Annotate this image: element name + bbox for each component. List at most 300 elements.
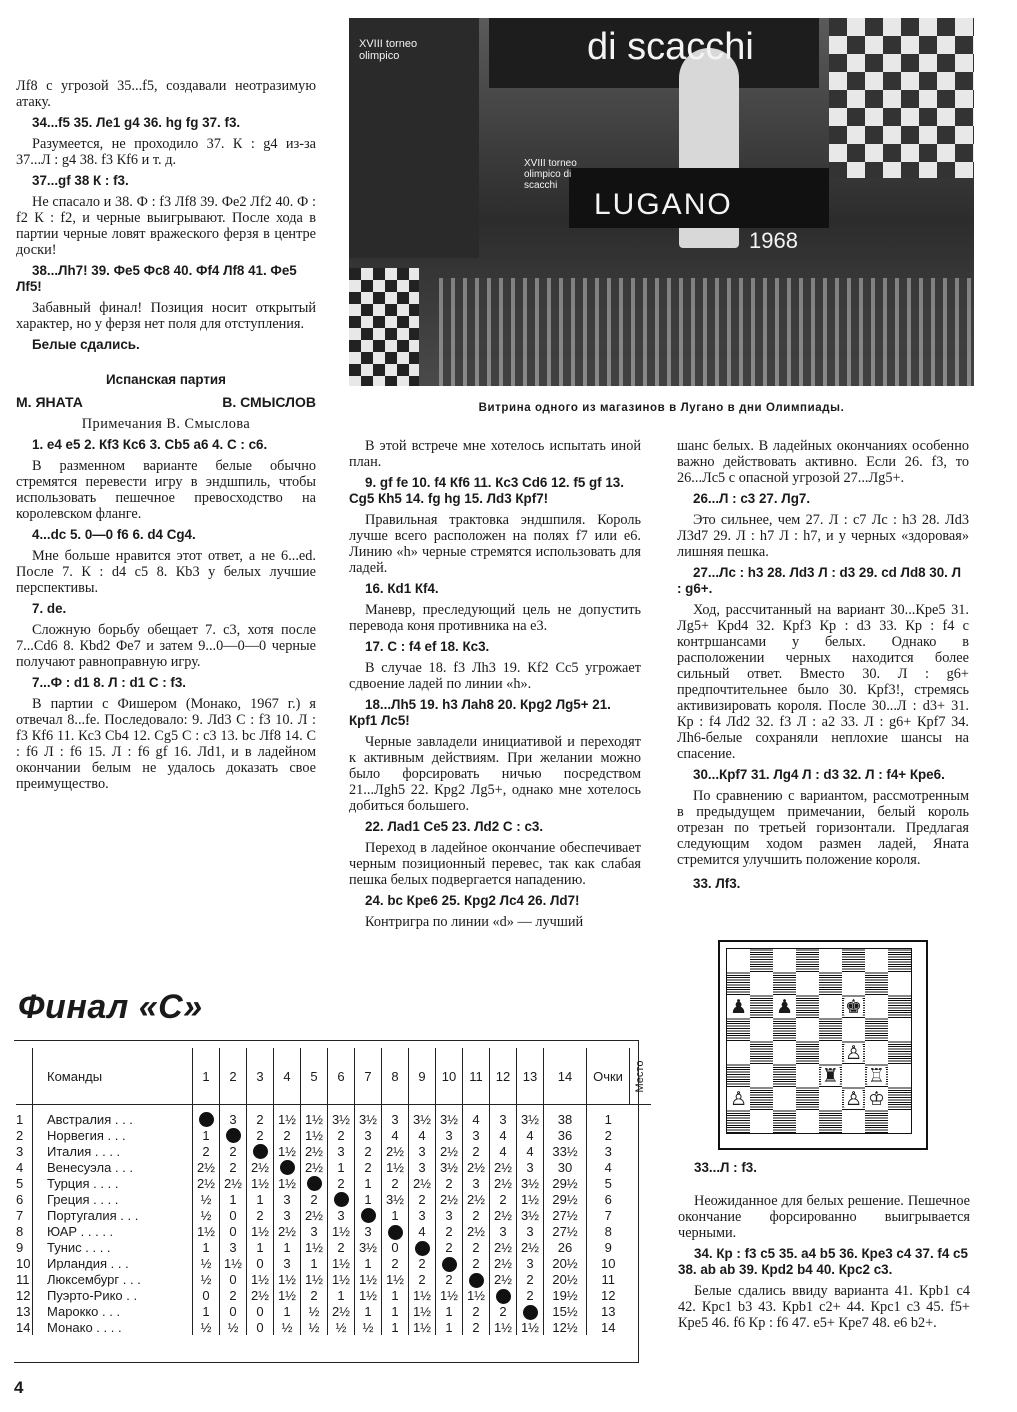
row-number: 10 bbox=[16, 1256, 31, 1272]
result-cell: 2½ bbox=[490, 1207, 517, 1223]
move-line: 33...Л : f3. bbox=[694, 1160, 757, 1175]
result-cell: 3½ bbox=[355, 1240, 382, 1256]
result-cell: 3½ bbox=[355, 1105, 382, 1128]
result-cell: 2 bbox=[490, 1304, 517, 1320]
team-score: 12½ bbox=[544, 1320, 587, 1335]
photo-sign: di scacchi bbox=[587, 26, 754, 68]
result-cell: 2½ bbox=[436, 1143, 463, 1159]
header-col: 5 bbox=[301, 1048, 328, 1105]
board-square bbox=[750, 1041, 773, 1064]
table-row bbox=[16, 1175, 651, 1191]
move-line: 33. Лf3. bbox=[693, 876, 741, 891]
result-cell: 2 bbox=[301, 1288, 328, 1304]
result-cell: ½ bbox=[193, 1256, 220, 1272]
team-score: 15½ bbox=[544, 1304, 587, 1320]
chess-piece: ♙ bbox=[729, 1087, 748, 1110]
board-square bbox=[819, 972, 842, 995]
team-place: 7 bbox=[587, 1207, 630, 1223]
result-cell: 3 bbox=[436, 1127, 463, 1143]
header-col: 3 bbox=[247, 1048, 274, 1105]
result-cell: 1½ bbox=[490, 1320, 517, 1335]
result-cell: 1 bbox=[301, 1256, 328, 1272]
result-cell: 3 bbox=[517, 1159, 544, 1175]
result-cell: 3 bbox=[490, 1223, 517, 1239]
result-cell: 1½ bbox=[274, 1288, 301, 1304]
team-score: 38 bbox=[544, 1105, 587, 1128]
result-cell: 3 bbox=[355, 1223, 382, 1239]
result-cell: 1½ bbox=[193, 1223, 220, 1239]
paragraph: Переход в ладейное окончание обеспечивает черным позиционный перевес, так как слабая пешка белых подвергается нападению. bbox=[349, 840, 641, 888]
result-cell: 2 bbox=[463, 1143, 490, 1159]
result-cell: 3 bbox=[436, 1207, 463, 1223]
result-cell: 2 bbox=[220, 1143, 247, 1159]
result-cell: 1½ bbox=[274, 1272, 301, 1288]
table-row bbox=[16, 1207, 651, 1223]
board-square bbox=[842, 1041, 865, 1064]
board-square bbox=[750, 1110, 773, 1133]
result-cell: 2 bbox=[382, 1175, 409, 1191]
result-cell: 1½ bbox=[328, 1256, 355, 1272]
result-cell: 0 bbox=[220, 1272, 247, 1288]
paragraph: Не спасало и 38. Ф : f3 Лf8 39. Фe2 Лf2 40. Ф : f2 К : f2, и черные выигрывают. После хода в партии черные ловят вражеского ферзя в центре доски! bbox=[16, 194, 316, 258]
result-cell: 2½ bbox=[220, 1175, 247, 1191]
header-blank bbox=[16, 1048, 33, 1105]
move-line: 16. Кd1 Кf4. bbox=[365, 581, 439, 596]
header-teams: Команды bbox=[33, 1048, 193, 1105]
board-square bbox=[727, 1087, 750, 1110]
result-cell: 1 bbox=[274, 1240, 301, 1256]
self-play-dot bbox=[253, 1144, 268, 1159]
team-name: Турция . . . . bbox=[33, 1175, 193, 1191]
result-cell: 4 bbox=[409, 1127, 436, 1143]
result-cell: 3 bbox=[301, 1223, 328, 1239]
header-col: 13 bbox=[517, 1048, 544, 1105]
result-cell: 3 bbox=[409, 1143, 436, 1159]
board-square bbox=[819, 1041, 842, 1064]
chess-piece: ♖ bbox=[867, 1064, 886, 1087]
result-cell: 1 bbox=[382, 1304, 409, 1320]
result-cell: 2 bbox=[355, 1159, 382, 1175]
row-number: 8 bbox=[16, 1223, 24, 1239]
result-cell: 1½ bbox=[355, 1272, 382, 1288]
move-line: 1. e4 e5 2. Кf3 Кc6 3. Сb5 a6 4. С : c6. bbox=[32, 437, 268, 452]
paragraph: Разумеется, не проходило 37. К : g4 из-за 37...Л : g4 38. f3 Кf6 и т. д. bbox=[16, 136, 316, 168]
result-cell bbox=[193, 1105, 220, 1128]
result-cell: 3½ bbox=[409, 1105, 436, 1128]
result-cell: 1 bbox=[328, 1288, 355, 1304]
move-line: 7. de. bbox=[32, 601, 67, 616]
result-cell: 4 bbox=[517, 1143, 544, 1159]
result-cell: 3½ bbox=[328, 1105, 355, 1128]
paragraph: Мне больше нравится этот ответ, а не 6...ed. После 7. К : d4 c5 8. Кb3 у белых лучшие перспективы. bbox=[16, 548, 316, 596]
paragraph: По сравнению с вариантом, рассмотренным в предыдущем примечании, белый король отрезан по третьей горизонтали. Предлагая следующим ходом размен ладей, Яната стремится улучшить положение короля. bbox=[677, 788, 969, 868]
board-square bbox=[888, 1064, 911, 1087]
result-cell bbox=[463, 1272, 490, 1288]
board-square bbox=[888, 1110, 911, 1133]
result-cell: 2 bbox=[517, 1272, 544, 1288]
result-cell: 4 bbox=[382, 1127, 409, 1143]
team-score: 27½ bbox=[544, 1223, 587, 1239]
result-cell: 1½ bbox=[247, 1223, 274, 1239]
board-square bbox=[865, 995, 888, 1018]
board-square bbox=[842, 1087, 865, 1110]
result-cell: 1 bbox=[355, 1191, 382, 1207]
chess-diagram bbox=[718, 940, 928, 1150]
table-row bbox=[16, 1288, 651, 1304]
result-cell: 2½ bbox=[463, 1191, 490, 1207]
result-cell bbox=[247, 1143, 274, 1159]
paragraph: Забавный финал! Позиция носит открытый характер, но у ферзя нет поля для отступления. bbox=[16, 300, 316, 332]
result-cell: 3½ bbox=[436, 1105, 463, 1128]
header-col: 6 bbox=[328, 1048, 355, 1105]
self-play-dot bbox=[226, 1128, 241, 1143]
result-cell: 2 bbox=[328, 1175, 355, 1191]
result-cell: 2 bbox=[328, 1127, 355, 1143]
photo-caption: Витрина одного из магазинов в Лугано в дни Олимпиады. bbox=[478, 402, 845, 414]
table-header-row bbox=[16, 1048, 651, 1105]
self-play-dot bbox=[334, 1192, 349, 1207]
result-cell: 3 bbox=[463, 1127, 490, 1143]
self-play-dot bbox=[388, 1225, 403, 1240]
result-cell: 1 bbox=[436, 1320, 463, 1335]
chess-piece: ♟ bbox=[775, 995, 794, 1018]
board-square bbox=[796, 1018, 819, 1041]
result-cell bbox=[490, 1288, 517, 1304]
result-cell: ½ bbox=[193, 1207, 220, 1223]
result-cell: 3½ bbox=[517, 1105, 544, 1128]
team-name: Греция . . . . bbox=[33, 1191, 193, 1207]
team-place: 4 bbox=[587, 1159, 630, 1175]
self-play-dot bbox=[469, 1273, 484, 1288]
board-square bbox=[773, 949, 796, 972]
team-place: 9 bbox=[587, 1240, 630, 1256]
result-cell: 1½ bbox=[436, 1288, 463, 1304]
result-cell: 2½ bbox=[328, 1304, 355, 1320]
header-col: 8 bbox=[382, 1048, 409, 1105]
result-cell: ½ bbox=[355, 1320, 382, 1335]
result-cell: ½ bbox=[301, 1304, 328, 1320]
team-name: Пуэрто-Рико . . bbox=[33, 1288, 193, 1304]
board-square bbox=[888, 949, 911, 972]
result-cell bbox=[382, 1223, 409, 1239]
result-cell: 1 bbox=[355, 1175, 382, 1191]
result-cell: 1½ bbox=[301, 1240, 328, 1256]
section-title: Финал «С» bbox=[18, 988, 203, 1026]
paragraph: Маневр, преследующий цель не допустить перевода коня противника на e3. bbox=[349, 602, 641, 634]
paragraph: В партии с Фишером (Монако, 1967 г.) я отвечал 8...fe. Последовало: 9. Лd3 С : f3 10. Л : f3 Кf6 11. Кc3 Сb4 12. Сg5 С : c3 13. bc Лf8 14. С : f6 Л : f6 15. Л : f6 gf 16. Лd1, и в ладейном окончании белым не удалось доказать свое преимущество. bbox=[16, 696, 316, 792]
board-square bbox=[865, 1041, 888, 1064]
result-cell: ½ bbox=[220, 1320, 247, 1335]
result-cell: ½ bbox=[328, 1320, 355, 1335]
self-play-dot bbox=[442, 1257, 457, 1272]
table-row bbox=[16, 1143, 651, 1159]
chess-piece: ♔ bbox=[867, 1087, 886, 1110]
board-square bbox=[727, 995, 750, 1018]
board-square bbox=[865, 1064, 888, 1087]
result-cell: 3½ bbox=[436, 1159, 463, 1175]
result-cell: 3 bbox=[463, 1175, 490, 1191]
chess-piece: ♚ bbox=[844, 995, 863, 1018]
self-play-dot bbox=[199, 1112, 214, 1127]
table-row bbox=[16, 1223, 651, 1239]
result-cell bbox=[301, 1175, 328, 1191]
paragraph: В этой встрече мне хотелось испытать иной план. bbox=[349, 438, 641, 470]
board-square bbox=[796, 1064, 819, 1087]
team-place: 2 bbox=[587, 1127, 630, 1143]
result-cell: 2 bbox=[436, 1240, 463, 1256]
team-score: 33½ bbox=[544, 1143, 587, 1159]
result-cell: 3½ bbox=[382, 1191, 409, 1207]
board-square bbox=[750, 949, 773, 972]
result-cell: 1½ bbox=[409, 1304, 436, 1320]
table-row bbox=[16, 1159, 651, 1175]
team-score: 20½ bbox=[544, 1272, 587, 1288]
chess-piece: ♜ bbox=[821, 1064, 840, 1087]
players-line bbox=[16, 394, 316, 410]
team-name: Люксембург . . . bbox=[33, 1272, 193, 1288]
result-cell: 2 bbox=[247, 1105, 274, 1128]
result-cell: ½ bbox=[301, 1320, 328, 1335]
header-col: 9 bbox=[409, 1048, 436, 1105]
result-cell: 2 bbox=[436, 1272, 463, 1288]
board-square bbox=[750, 1018, 773, 1041]
board-square bbox=[796, 1041, 819, 1064]
board-square bbox=[819, 1064, 842, 1087]
move-line: 24. bc Крe6 25. Крg2 Лc4 26. Лd7! bbox=[365, 893, 580, 908]
result-cell: ½ bbox=[274, 1320, 301, 1335]
result-cell: 2 bbox=[409, 1191, 436, 1207]
result-cell: 0 bbox=[247, 1256, 274, 1272]
result-cell: 3 bbox=[409, 1159, 436, 1175]
team-name: Италия . . . . bbox=[33, 1143, 193, 1159]
result-cell: 2 bbox=[463, 1256, 490, 1272]
team-score: 29½ bbox=[544, 1175, 587, 1191]
board-square bbox=[750, 1064, 773, 1087]
result-cell: 2½ bbox=[382, 1143, 409, 1159]
header-col: 7 bbox=[355, 1048, 382, 1105]
photo-sign: 1968 bbox=[749, 228, 798, 253]
header-place: Место bbox=[630, 1048, 652, 1105]
result-cell: 2½ bbox=[463, 1223, 490, 1239]
result-cell: 2 bbox=[382, 1256, 409, 1272]
row-number: 6 bbox=[16, 1191, 24, 1207]
result-cell: 4 bbox=[409, 1223, 436, 1239]
board-square bbox=[865, 1018, 888, 1041]
move-line: 34...f5 35. Лe1 g4 36. hg fg 37. f3. bbox=[32, 115, 241, 130]
self-play-dot bbox=[523, 1305, 538, 1320]
move-line: 4...dc 5. 0—0 f6 6. d4 Сg4. bbox=[32, 527, 196, 542]
result-cell: 1½ bbox=[247, 1175, 274, 1191]
result-cell: 2½ bbox=[490, 1240, 517, 1256]
team-place: 6 bbox=[587, 1191, 630, 1207]
board-square bbox=[750, 972, 773, 995]
board-square bbox=[773, 972, 796, 995]
team-name: Ирландия . . . bbox=[33, 1256, 193, 1272]
board-square bbox=[727, 1018, 750, 1041]
board-square bbox=[819, 1018, 842, 1041]
board-square bbox=[773, 1064, 796, 1087]
row-number: 14 bbox=[16, 1319, 31, 1335]
annotator-line: Примечания В. Смыслова bbox=[81, 416, 251, 432]
header-score: Очки bbox=[587, 1048, 630, 1105]
header-col: 12 bbox=[490, 1048, 517, 1105]
result-cell: 1½ bbox=[301, 1127, 328, 1143]
result-cell bbox=[409, 1240, 436, 1256]
result-cell: 2½ bbox=[490, 1159, 517, 1175]
team-score: 30 bbox=[544, 1159, 587, 1175]
row-number: 13 bbox=[16, 1304, 31, 1320]
result-cell: 3 bbox=[274, 1256, 301, 1272]
result-cell: 1½ bbox=[355, 1288, 382, 1304]
result-cell: 3 bbox=[355, 1127, 382, 1143]
article-column-1 bbox=[16, 78, 316, 797]
board-square bbox=[888, 1041, 911, 1064]
result-cell: 1 bbox=[382, 1320, 409, 1335]
result-cell: 3½ bbox=[517, 1175, 544, 1191]
photo-sign: XVIII torneo olimpico di scacchi bbox=[524, 158, 577, 191]
move-line: 30...Крf7 31. Лg4 Л : d3 32. Л : f4+ Крe6. bbox=[693, 767, 945, 782]
team-place: 5 bbox=[587, 1175, 630, 1191]
result-cell bbox=[436, 1256, 463, 1272]
result-cell: 1½ bbox=[517, 1191, 544, 1207]
result-cell: 4 bbox=[490, 1127, 517, 1143]
move-line: 17. С : f4 ef 18. Кc3. bbox=[365, 639, 490, 654]
team-place: 3 bbox=[587, 1143, 630, 1159]
result-cell: 2 bbox=[409, 1272, 436, 1288]
board-square bbox=[842, 949, 865, 972]
row-number: 3 bbox=[16, 1143, 24, 1159]
result-cell: 0 bbox=[220, 1304, 247, 1320]
result-cell: 2 bbox=[517, 1288, 544, 1304]
result-cell: 1½ bbox=[274, 1175, 301, 1191]
paragraph: Лf8 с угрозой 35...f5, создавали неотразимую атаку. bbox=[16, 78, 316, 110]
board-square bbox=[796, 972, 819, 995]
table-row bbox=[16, 1127, 651, 1143]
result-cell: 2½ bbox=[490, 1175, 517, 1191]
result-cell: 4 bbox=[463, 1105, 490, 1128]
paragraph: Сложную борьбу обещает 7. c3, хотя после 7...Сd6 8. Кbd2 Фe7 и затем 9...0—0—0 черные получают равноправную игру. bbox=[16, 622, 316, 670]
board-square bbox=[888, 1018, 911, 1041]
result-cell: 1½ bbox=[220, 1256, 247, 1272]
team-name: Марокко . . . bbox=[33, 1304, 193, 1320]
header-col: 1 bbox=[193, 1048, 220, 1105]
result-cell: 1½ bbox=[382, 1159, 409, 1175]
team-place: 8 bbox=[587, 1223, 630, 1239]
result-cell bbox=[328, 1191, 355, 1207]
article-column-2 bbox=[349, 438, 641, 935]
table-row bbox=[16, 1272, 651, 1288]
chess-piece: ♙ bbox=[844, 1041, 863, 1064]
result-cell: 0 bbox=[247, 1320, 274, 1335]
row-number: 9 bbox=[16, 1240, 24, 1256]
chess-piece: ♟ bbox=[729, 995, 748, 1018]
paragraph: Правильная трактовка эндшпиля. Король лучше всего расположен на полях f7 или e6. Линию «h» черные стремятся использовать для ладей. bbox=[349, 512, 641, 576]
team-place: 13 bbox=[587, 1304, 630, 1320]
result-cell: 2½ bbox=[490, 1256, 517, 1272]
header-col: 11 bbox=[463, 1048, 490, 1105]
board-square bbox=[865, 972, 888, 995]
result-cell: 2 bbox=[220, 1288, 247, 1304]
move-line: 7...Ф : d1 8. Л : d1 С : f3. bbox=[32, 675, 187, 690]
photo-sign: LUGANO bbox=[594, 188, 733, 221]
result-cell: 2 bbox=[193, 1143, 220, 1159]
paragraph: Неожиданное для белых решение. Пешечное окончание форсированно выигрывается черными. bbox=[678, 1193, 970, 1241]
team-name: Португалия . . . bbox=[33, 1207, 193, 1223]
team-score: 36 bbox=[544, 1127, 587, 1143]
result-cell: 1 bbox=[220, 1191, 247, 1207]
team-score: 26 bbox=[544, 1240, 587, 1256]
board-square bbox=[773, 1018, 796, 1041]
photo-sign: XVIII torneo olimpico bbox=[359, 38, 418, 62]
table-row bbox=[16, 1320, 651, 1335]
board-square bbox=[842, 972, 865, 995]
result-cell: 2½ bbox=[193, 1159, 220, 1175]
board-square bbox=[865, 949, 888, 972]
result-cell: 1½ bbox=[247, 1272, 274, 1288]
board-square bbox=[865, 1087, 888, 1110]
team-place: 14 bbox=[587, 1320, 630, 1335]
paragraph: Белые сдались ввиду варианта 41. Крb1 c4 42. Крc1 b3 43. Крb1 c2+ 44. Крc1 c3 45. f5+ Крe5 46. f6 Кр : f6 47. e5+ Крe7 48. e6 b2+. bbox=[678, 1283, 970, 1331]
board-square bbox=[819, 995, 842, 1018]
team-score: 29½ bbox=[544, 1191, 587, 1207]
board-square bbox=[865, 1110, 888, 1133]
board-square bbox=[888, 972, 911, 995]
board-square bbox=[819, 1110, 842, 1133]
result-cell: 2½ bbox=[463, 1159, 490, 1175]
result-cell: 3½ bbox=[517, 1207, 544, 1223]
self-play-dot bbox=[496, 1289, 511, 1304]
row-number: 5 bbox=[16, 1175, 24, 1191]
result-cell: 0 bbox=[193, 1288, 220, 1304]
result-cell: 1½ bbox=[328, 1272, 355, 1288]
team-place: 12 bbox=[587, 1288, 630, 1304]
result-cell: 2 bbox=[436, 1223, 463, 1239]
move-line: 27...Лc : h3 28. Лd3 Л : d3 29. cd Лd8 30. Л : g6+. bbox=[677, 565, 962, 596]
self-play-dot bbox=[361, 1208, 376, 1223]
team-name: Тунис . . . . bbox=[33, 1240, 193, 1256]
result-cell: 1 bbox=[247, 1191, 274, 1207]
result-cell: 2½ bbox=[274, 1223, 301, 1239]
header-col: 14 bbox=[544, 1048, 587, 1105]
result-cell: 3 bbox=[328, 1207, 355, 1223]
result-cell: 1½ bbox=[274, 1143, 301, 1159]
paragraph: Ход, рассчитанный на вариант 30...Крe5 31. Лg5+ Крd4 32. Крf3 Кр : d3 33. Кр : f4 с контршансами у белых. Однако в расположении черных находится более сильный ответ. Вместо 30. Л : g6+ предпочтительнее было 30. Крf3!, стремясь активизировать короля. После 30...Л : d3+ 31. Кр : f4 Лd2 32. f3 Л : a2 33. Л : g6+ Крf7 34. Лh6-белые сохраняли неплохие шансы на спасение. bbox=[677, 602, 969, 762]
team-score: 20½ bbox=[544, 1256, 587, 1272]
team-place: 11 bbox=[587, 1272, 630, 1288]
chessboard-grid bbox=[726, 948, 912, 1134]
result-cell bbox=[355, 1207, 382, 1223]
black-player: В. СМЫСЛОВ bbox=[222, 394, 316, 410]
move-line: 22. Лad1 Сe5 23. Лd2 С : c3. bbox=[365, 819, 544, 834]
result-cell: 4 bbox=[490, 1143, 517, 1159]
result-cell: 2½ bbox=[517, 1240, 544, 1256]
board-square bbox=[888, 995, 911, 1018]
result-cell: 2 bbox=[436, 1175, 463, 1191]
move-line: 9. gf fe 10. f4 Кf6 11. Кc3 Сd6 12. f5 gf 13. Сg5 Кh5 14. fg hg 15. Лd3 Крf7! bbox=[349, 475, 624, 506]
result-cell: 1½ bbox=[382, 1272, 409, 1288]
table-row bbox=[16, 1105, 651, 1128]
board-square bbox=[727, 1064, 750, 1087]
result-cell: 2 bbox=[247, 1207, 274, 1223]
self-play-dot bbox=[280, 1160, 295, 1175]
row-number: 4 bbox=[16, 1159, 24, 1175]
team-name: ЮАР . . . . . bbox=[33, 1223, 193, 1239]
paragraph: Это сильнее, чем 27. Л : c7 Лc : h3 28. Лd3 Л3d7 29. Л : h7 Л : h7, и у черных «здоровая» лишняя пешка. bbox=[677, 512, 969, 560]
result-cell: 1½ bbox=[409, 1320, 436, 1335]
board-square bbox=[773, 1087, 796, 1110]
table-row bbox=[16, 1240, 651, 1256]
result-cell: 2½ bbox=[301, 1143, 328, 1159]
